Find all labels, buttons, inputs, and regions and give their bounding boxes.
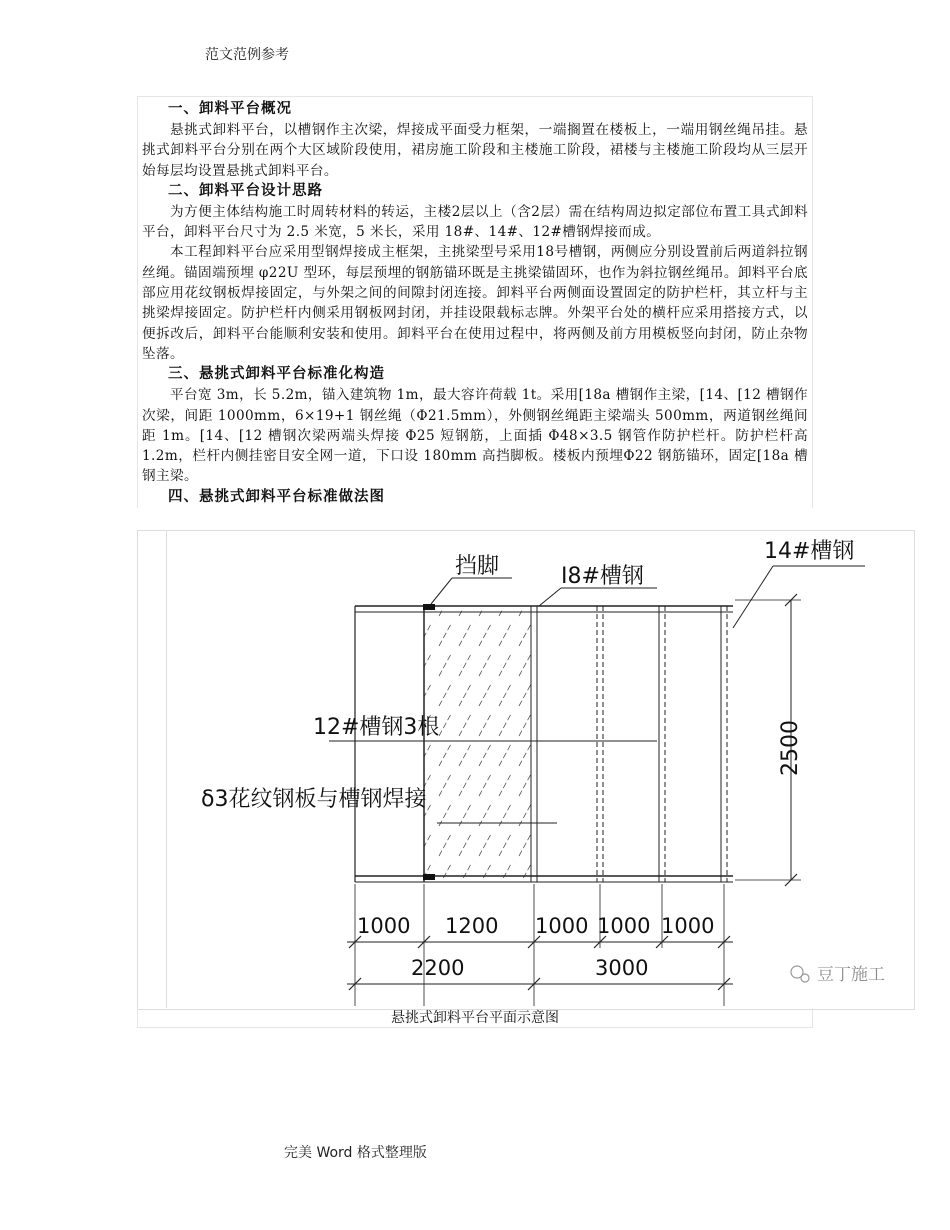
section-1-title: 一、卸料平台概况 xyxy=(168,101,292,117)
platform-plan-drawing xyxy=(137,528,915,1008)
dim-2200: 2200 xyxy=(411,956,465,980)
dim-1000-b: 1000 xyxy=(535,914,589,938)
dim-3000: 3000 xyxy=(595,956,649,980)
section-4-title: 四、悬挑式卸料平台标准做法图 xyxy=(168,488,385,505)
section-3-title: 三、悬挑式卸料平台标准化构造 xyxy=(168,366,385,383)
checker-plate-label: δ3花纹钢板与槽钢焊接 xyxy=(201,787,427,812)
toe-board-mark-bottom xyxy=(423,874,435,880)
section-1-paragraph: 悬挑式卸料平台，以槽钢作主次梁，焊接成平面受力框架，一端搁置在楼板上，一端用钢丝绳吊挂。悬挑式卸料平台分别在两个大区域阶段使用，裙房施工阶段和主楼施工阶段，裙楼与主楼施工阶段均从三层开始每层均设置悬挑式卸料平台。 xyxy=(142,122,808,179)
toe-board-mark-top xyxy=(423,604,435,610)
width-dimension-value: 2500 xyxy=(778,720,803,776)
watermark xyxy=(791,965,885,985)
toe-board-label: 挡脚 xyxy=(455,554,500,579)
channel-12-label: 12#槽钢3根 xyxy=(313,715,440,740)
dim-1000-d: 1000 xyxy=(661,914,715,938)
checker-plate-hatch xyxy=(424,608,534,878)
section-3-paragraph: 平台宽 3m，长 5.2m，锚入建筑物 1m，最大容许荷载 1t。采用[18a 槽钢作主梁，[14、[12 槽钢作次梁，间距 1000mm，6×19+1 钢丝绳（Φ21.5mm），外侧钢丝绳距主梁端头 500mm，两道钢丝绳间距 1m。[14、[12 槽钢次梁两端头焊接 Φ25 短钢筋，上面插 Φ48×3.5 钢管作防护栏杆。防护栏杆高 1.2m，栏杆内侧挂密目安全网一道，下口设 180mm 高挡脚板。楼板内预埋Φ22 钢筋锚环，固定[18a 槽钢主梁。 xyxy=(142,387,808,485)
secondary-beam-label: 14#槽钢 xyxy=(764,539,855,564)
section-2-paragraph-2: 本工程卸料平台应采用型钢焊接成主框架，主挑梁型号采用18号槽钢，两侧应分别设置前后两道斜拉钢丝绳。锚固端预埋 φ22U 型环，每层预埋的钢筋锚环既是主挑梁锚固环，也作为斜拉钢丝绳吊。卸料平台底部应用花纹钢板焊接固定，与外架之间的间隙封闭连接。卸料平台两侧面设置固定的防护栏杆，其立杆与主挑梁焊接固定。防护栏杆内侧采用钢板网封闭，并挂设限载标志牌。外架平台处的横杆应采用搭接方式，以便拆改后，卸料平台能顺利安装和使用。卸料平台在使用过程中，将两侧及前方用模板竖向封闭，防止杂物坠落。 xyxy=(142,244,808,362)
main-beam-label: I8#槽钢 xyxy=(561,564,644,589)
section-2-title: 二、卸料平台设计思路 xyxy=(168,182,323,199)
document-body xyxy=(137,96,813,508)
page-footer: 完美 Word 格式整理版 xyxy=(284,1145,427,1161)
dim-1000-c: 1000 xyxy=(597,914,651,938)
dim-1000-a: 1000 xyxy=(357,914,411,938)
watermark-text: 豆丁施工 xyxy=(817,965,885,985)
dim-1200: 1200 xyxy=(445,914,499,938)
page-header: 范文范例参考 xyxy=(205,47,289,63)
section-2-paragraph-1: 为方便主体结构施工时周转材料的转运，主楼2层以上（含2层）需在结构周边拟定部位布置工具式卸料平台，卸料平台尺寸为 2.5 米宽，5 米长，采用 18#、14#、12#槽钢焊接而成。 xyxy=(142,203,808,241)
figure-caption: 悬挑式卸料平台平面示意图 xyxy=(137,1008,813,1028)
platform-plan-figure xyxy=(137,528,915,1028)
